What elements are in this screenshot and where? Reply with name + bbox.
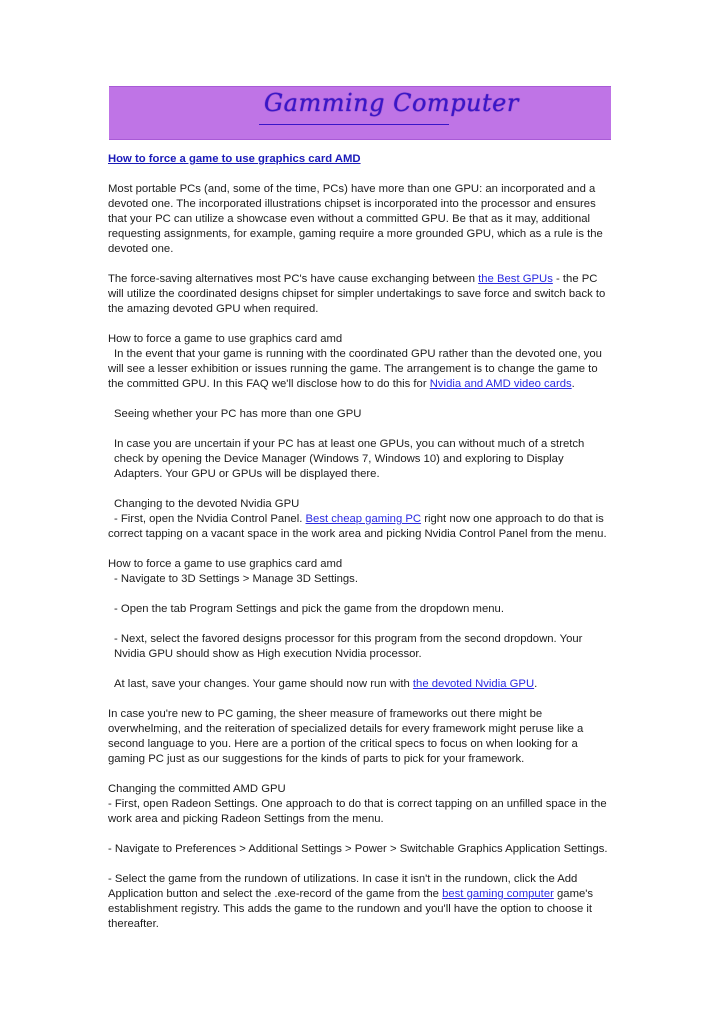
paragraph-text: At last, save your changes. Your game should now run with bbox=[114, 678, 413, 690]
paragraph-text: - Select the game from the rundown of utilizations. In case it isn't in the rundown, click the Add Application button and select the .exe-record of the game from the bbox=[108, 873, 578, 900]
paragraph-device-manager: In case you are uncertain if your PC has at least one GPUs, you can without much of a stretch check by opening the Device Manager (Windows 7, Windows 10) and exploring to Display Adapters. Your GPU or GPUs will be displayed there. bbox=[114, 438, 585, 480]
paragraph-save-changes bbox=[108, 677, 613, 692]
section-title: Changing the committed AMD GPU bbox=[108, 783, 286, 795]
paragraph-text: right now one approach to do that is correct tapping on a vacant space in the work area and picking Nvidia Control Panel from the menu. bbox=[108, 513, 607, 540]
paragraph-text: - First, open Radeon Settings. One approach to do that is correct tapping on an unfilled space in the work area and picking Radeon Settings from the menu. bbox=[108, 798, 607, 825]
best-gaming-computer-link[interactable]: best gaming computer bbox=[442, 888, 554, 900]
banner-title-underline bbox=[259, 124, 449, 125]
paragraph-text: - Navigate to 3D Settings > Manage 3D Settings. bbox=[114, 573, 358, 585]
nvidia-amd-video-cards-link[interactable]: Nvidia and AMD video cards bbox=[429, 378, 572, 390]
article-heading-paragraph bbox=[108, 152, 613, 167]
paragraph-text: . bbox=[534, 678, 538, 690]
paragraph-program-settings: - Open the tab Program Settings and pick the game from the dropdown menu. bbox=[114, 603, 504, 615]
paragraph-intro: Most portable PCs (and, some of the time, PCs) have more than one GPU: an incorporated and a devoted one. The incorporated illustrations chipset is incorporated into the processor and ensures that your PC can utilize a showcase even without a committed GPU. Be that as it may, additional requesting assignments, for example, gaming require a more grounded GPU, which as a rule is the devoted one. bbox=[108, 183, 603, 255]
paragraph-select-game bbox=[108, 872, 613, 932]
section-title: How to force a game to use graphics card amd bbox=[108, 333, 343, 345]
devoted-nvidia-gpu-link[interactable]: the devoted Nvidia GPU bbox=[412, 678, 535, 690]
paragraph-nvidia-change bbox=[108, 497, 613, 542]
paragraph-navigate-preferences: - Navigate to Preferences > Additional Settings > Power > Switchable Graphics Application Settings. bbox=[108, 843, 608, 855]
best-gpus-link[interactable]: the Best GPUs bbox=[478, 273, 553, 285]
header-banner bbox=[109, 86, 611, 140]
paragraph-new-to-pc-gaming: In case you're new to PC gaming, the sheer measure of frameworks out there might be overwhelming, and the reiteration of specialized details for every framework might peruse like a second language to you. Here are a portion of the critical specs to focus on when looking for a gaming PC just as our suggestions for the kinds of parts to pick for your framework. bbox=[108, 708, 584, 765]
best-cheap-gaming-pc-link[interactable]: Best cheap gaming PC bbox=[305, 513, 422, 525]
banner-title: Gamming Computer bbox=[264, 89, 519, 117]
paragraph-text: - the PC will utilize the coordinated designs chipset for simpler undertakings to save force and switch back to the amazing devoted GPU when required. bbox=[108, 273, 606, 315]
paragraph-text: In the event that your game is running with the coordinated GPU rather than the devoted one, you will see a lesser exhibition or issues running the game. The arrangement is to change the game to the committed GPU. In this FAQ we'll disclose how to do this for bbox=[108, 348, 602, 390]
section-title: How to force a game to use graphics card amd bbox=[108, 558, 343, 570]
paragraph-text: . bbox=[571, 378, 575, 390]
article-heading-link[interactable]: How to force a game to use graphics card AMD bbox=[108, 153, 361, 165]
paragraph-check-gpu-title: Seeing whether your PC has more than one GPU bbox=[114, 408, 362, 420]
paragraph-force-saving bbox=[108, 272, 613, 317]
paragraph-select-processor: - Next, select the favored designs processor for this program from the second dropdown. Your Nvidia GPU should show as High execution Nvidia processor. bbox=[114, 633, 583, 660]
paragraph-navigate-3d bbox=[108, 557, 613, 587]
paragraph-text: game's establishment registry. This adds the game to the rundown and you'll have the option to choose it thereafter. bbox=[108, 888, 594, 930]
section-title: Changing to the devoted Nvidia GPU bbox=[114, 498, 300, 510]
article-body bbox=[108, 152, 613, 947]
paragraph-text: - First, open the Nvidia Control Panel. bbox=[114, 513, 306, 525]
paragraph-section-amd bbox=[108, 332, 613, 392]
paragraph-text: The force-saving alternatives most PC's have cause exchanging between bbox=[108, 273, 479, 285]
paragraph-amd-change bbox=[108, 782, 613, 827]
